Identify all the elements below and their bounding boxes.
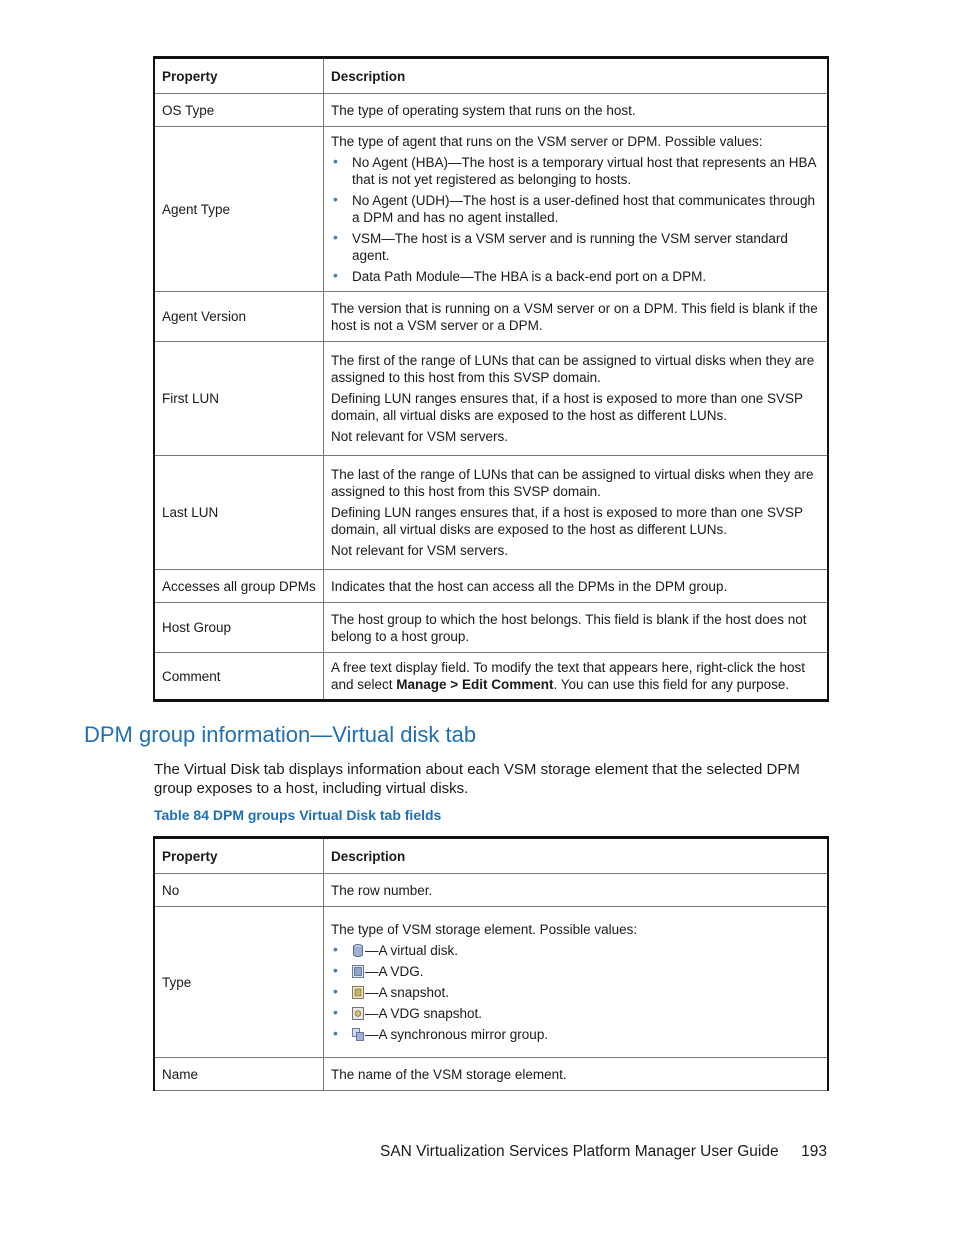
row-description: [324, 342, 829, 456]
list-item-text: —A virtual disk.: [365, 943, 459, 958]
table-row: [154, 907, 828, 1058]
values-list: [331, 154, 820, 285]
table-row: [154, 127, 828, 292]
row-description: The version that is running on a VSM server or on a DPM. This field is blank if the host is not a VSM server or a DPM.: [324, 292, 829, 342]
row-property: Host Group: [154, 603, 324, 653]
description-paragraph: Defining LUN ranges ensures that, if a host is exposed to more than one SVSP domain, all virtual disks are exposed to the host as different LUNs.: [331, 391, 803, 423]
description-paragraph: The last of the range of LUNs that can be assigned to virtual disks when they are assigned to this host from this SVSP domain.: [331, 467, 814, 499]
row-description: The name of the VSM storage element.: [324, 1058, 829, 1091]
vdg-snapshot-icon: [352, 1007, 364, 1020]
description-intro: The type of agent that runs on the VSM server or DPM. Possible values:: [331, 134, 763, 149]
row-description: The row number.: [324, 874, 829, 907]
list-item: • VSM—The host is a VSM server and is running the VSM server standard agent.: [331, 230, 820, 264]
table-row: [154, 456, 828, 570]
table-row: [154, 874, 828, 907]
description-paragraph: Defining LUN ranges ensures that, if a host is exposed to more than one SVSP domain, all virtual disks are exposed to the host as different LUNs.: [331, 505, 803, 537]
row-property: Comment: [154, 653, 324, 701]
table-row: [154, 1058, 828, 1091]
vdg-icon: [352, 965, 364, 978]
list-item: [331, 1026, 820, 1043]
table-row: [154, 292, 828, 342]
section-intro: The Virtual Disk tab displays information about each VSM storage element that the selected DPM group exposes to a host, including virtual disks.: [154, 761, 800, 797]
list-item: [331, 963, 820, 980]
table-caption: Table 84 DPM groups Virtual Disk tab fields: [154, 807, 442, 823]
page-footer: [380, 1143, 827, 1161]
section-heading: DPM group information—Virtual disk tab: [84, 722, 477, 747]
description-paragraph: Not relevant for VSM servers.: [331, 543, 509, 558]
row-description: Indicates that the host can access all the DPMs in the DPM group.: [324, 570, 829, 603]
row-description: [324, 456, 829, 570]
property-table: [153, 56, 829, 702]
table-header-row: [154, 838, 828, 874]
list-item-text: —A VDG snapshot.: [365, 1006, 483, 1021]
row-property: Name: [154, 1058, 324, 1091]
values-list: [331, 942, 820, 1043]
table-row: [154, 603, 828, 653]
list-item-text: —A VDG.: [365, 964, 424, 979]
row-property: No: [154, 874, 324, 907]
list-item: [331, 1005, 820, 1022]
footer-title: SAN Virtualization Services Platform Manager User Guide: [380, 1143, 779, 1160]
row-property: Accesses all group DPMs: [154, 570, 324, 603]
table-header-row: [154, 58, 828, 94]
comment-text-end: . You can use this field for any purpose.: [553, 677, 790, 692]
description-paragraph: The first of the range of LUNs that can be assigned to virtual disks when they are assigned to this host from this SVSP domain.: [331, 353, 815, 385]
header-property: Property: [154, 838, 324, 874]
list-item-text: —A synchronous mirror group.: [365, 1027, 549, 1042]
comment-text: A free text display field. To modify the text that appears here, right-click the host and select: [331, 660, 805, 692]
table-row: [154, 570, 828, 603]
row-description: The type of operating system that runs on the host.: [324, 94, 829, 127]
row-description: [324, 127, 829, 292]
page-number: 193: [801, 1143, 827, 1160]
table-row: [154, 94, 828, 127]
row-description: The host group to which the host belongs. This field is blank if the host does not belong to a host group.: [324, 603, 829, 653]
list-item: • No Agent (UDH)—The host is a user-defined host that communicates through a DPM and has no agent installed.: [331, 192, 820, 226]
header-property: Property: [154, 58, 324, 94]
list-item-text: —A snapshot.: [365, 985, 450, 1000]
row-property: Last LUN: [154, 456, 324, 570]
menu-path: Manage > Edit Comment: [396, 677, 554, 692]
row-property: Agent Type: [154, 127, 324, 292]
row-description: [324, 907, 829, 1058]
header-description: Description: [324, 838, 829, 874]
virtual-disk-fields-table: [153, 836, 829, 1091]
list-item: [331, 942, 820, 959]
list-item: • No Agent (HBA)—The host is a temporary virtual host that represents an HBA that is not yet registered as belonging to hosts.: [331, 154, 820, 188]
description-intro: The type of VSM storage element. Possible values:: [331, 922, 638, 937]
row-property: Type: [154, 907, 324, 1058]
row-property: First LUN: [154, 342, 324, 456]
header-description: Description: [324, 58, 829, 94]
row-description: [324, 653, 829, 701]
list-item: [331, 984, 820, 1001]
row-property: Agent Version: [154, 292, 324, 342]
table-row: [154, 653, 828, 701]
snapshot-icon: [352, 986, 364, 999]
description-paragraph: Not relevant for VSM servers.: [331, 429, 509, 444]
mirror-group-icon: [352, 1028, 364, 1041]
virtual-disk-icon: [352, 944, 364, 957]
list-item: • Data Path Module—The HBA is a back-end port on a DPM.: [331, 268, 820, 285]
table-row: [154, 342, 828, 456]
row-property: OS Type: [154, 94, 324, 127]
